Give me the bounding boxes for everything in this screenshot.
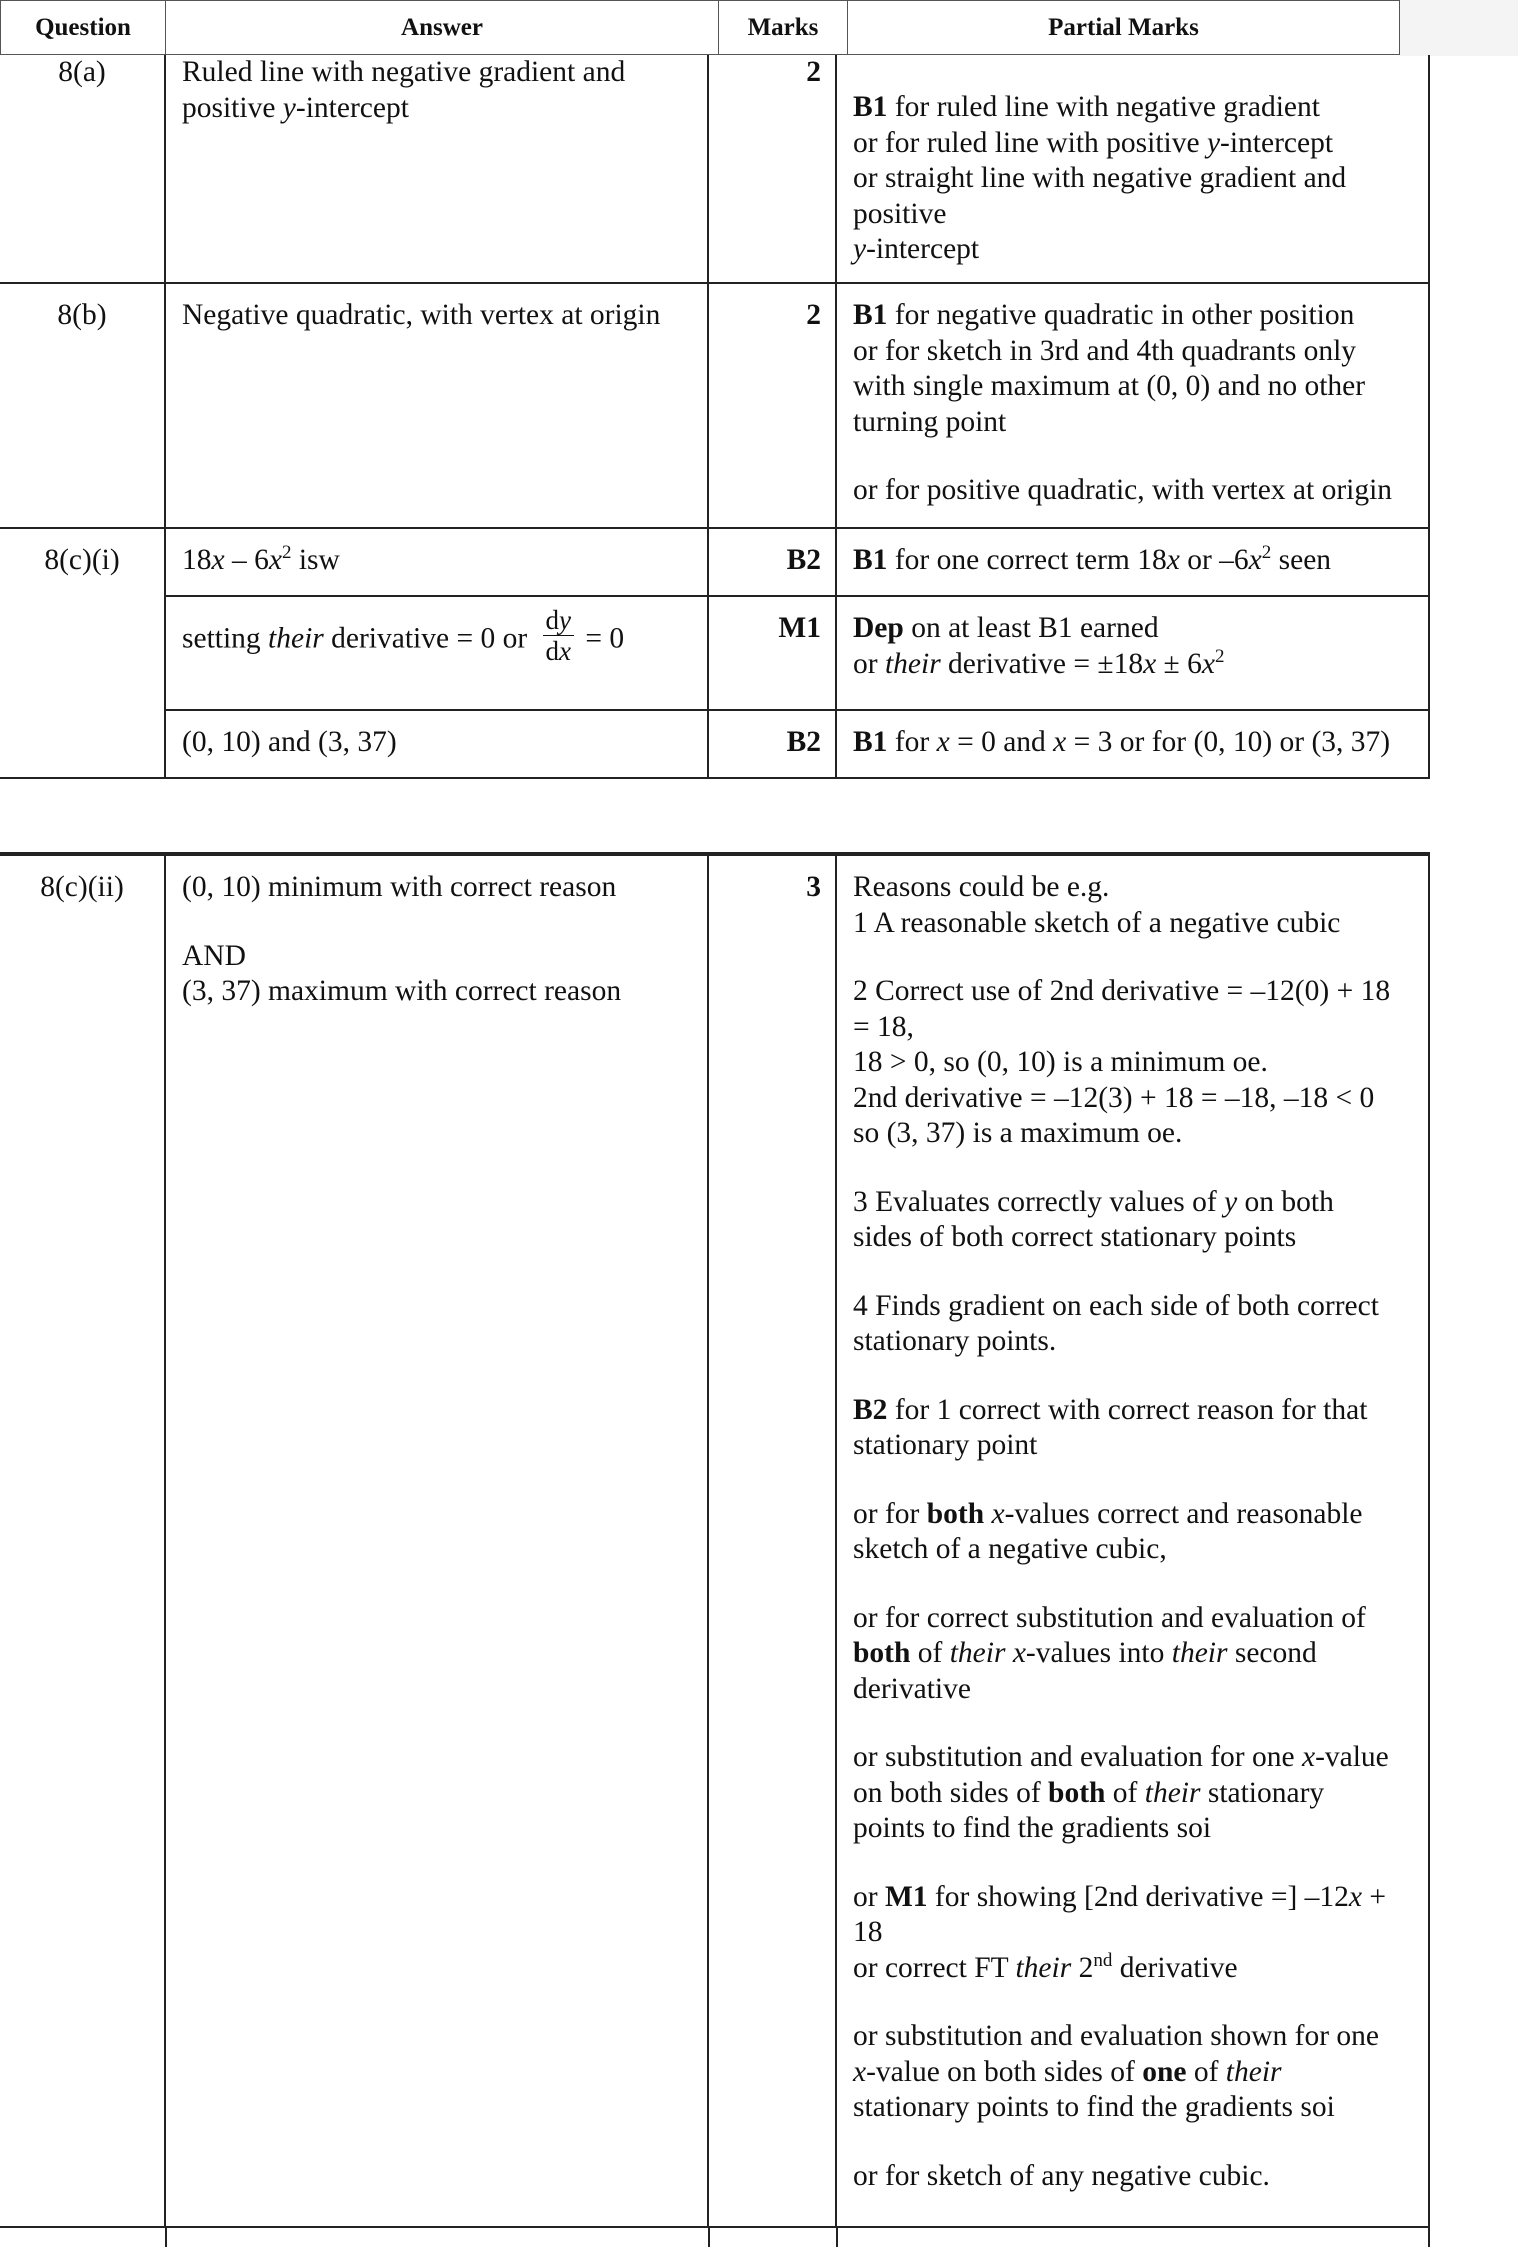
marking-table-part-1 — [0, 55, 1430, 779]
table-row-8cii — [0, 854, 1430, 2228]
marks-cell: 3 — [709, 856, 837, 2228]
stub-divider — [708, 2228, 710, 2247]
table-row-8a — [0, 55, 1430, 284]
question-cell: 8(c)(i) — [0, 529, 166, 777]
header-marks: Marks — [718, 0, 848, 55]
marks-cell: M1 — [709, 597, 837, 709]
partial-marks-cell: B1 for x = 0 and x = 3 or for (0, 10) or (3, 37) — [837, 711, 1430, 777]
marks-cell: 2 — [709, 284, 837, 527]
answer-cell: Ruled line with negative gradient and positive y-intercept — [166, 55, 709, 282]
partial-marks-cell: B1 for ruled line with negative gradient or for ruled line with positive y-intercept or straight line with negative gradient and positive y-intercept — [837, 55, 1430, 282]
dy-dx-fraction: $\frac{dy}{dx}$ — [543, 605, 574, 666]
partial-marks-cell: B1 for negative quadratic in other position or for sketch in 3rd and 4th quadrants only with single maximum at (0, 0) and no other turning point or for positive quadratic, with vertex at origin — [837, 284, 1430, 527]
next-row-stub — [0, 2226, 1430, 2247]
table-row-8b — [0, 284, 1430, 529]
partial-marks-cell: Dep on at least B1 earned or their derivative = $\pm 18x \pm 6x^2$ — [837, 597, 1430, 709]
marking-table-part-2 — [0, 852, 1430, 2228]
sub-row-derivative — [166, 529, 1430, 597]
stub-divider — [165, 2228, 167, 2247]
answer-cell: (0, 10) minimum with correct reason AND (3, 37) maximum with correct reason — [166, 856, 709, 2228]
answer-cell: Negative quadratic, with vertex at origin — [166, 284, 709, 527]
partial-marks-cell: Reasons could be e.g. 1 A reasonable sketch of a negative cubic 2 Correct use of 2nd derivative = –12(0) + 18 = 18, 18 > 0, so (0, 10) is a minimum oe. 2nd derivative = –12(3) + 18 = –18, –18 < 0 so (3, 37) is a maximum oe. 3 Evaluates correctly values of y on both sides of both correct stationary points 4 Finds gradient on each side of both correct stationary points. B2 for 1 correct with correct reason for that stationary point or for both x-values correct and reasonable sketch of a negative cubic, or for correct substitution and evaluation of both of their x-values into their second derivative or substitution and evaluation for one x-value on both sides of both of their stationary points to find the gradients soi or M1 for showing [2nd derivative =] –12x + 18 or correct FT their 2nd derivative or substitution and evaluation shown for one x-value on both sides of one of their stationary points to find the gradients soi or for sketch of any negative cubic. — [837, 856, 1430, 2228]
header-fade — [1400, 0, 1518, 56]
question-cell: 8(a) — [0, 55, 166, 282]
question-cell: 8(b) — [0, 284, 166, 527]
sub-rows — [166, 529, 1430, 777]
answer-cell: (0, 10) and (3, 37) — [166, 711, 709, 777]
stub-divider — [1428, 2228, 1430, 2247]
header-partial-marks: Partial Marks — [847, 0, 1400, 55]
header-answer: Answer — [165, 0, 719, 55]
answer-cell: setting their derivative = 0 or $\frac{dy}{dx}$ = 0 — [166, 597, 709, 709]
marks-cell: 2 — [709, 55, 837, 282]
table-row-8ci-group — [0, 529, 1430, 779]
question-cell: 8(c)(ii) — [0, 856, 166, 2228]
sub-row-coordinates — [166, 711, 1430, 777]
marks-cell: B2 — [709, 529, 837, 595]
header-question: Question — [0, 0, 166, 55]
stub-divider — [836, 2228, 838, 2247]
marks-cell: B2 — [709, 711, 837, 777]
partial-marks-cell: B1 for one correct term 18x or $-6x^2$ seen — [837, 529, 1430, 595]
answer-cell: $18x - 6x^2$ isw — [166, 529, 709, 595]
sub-row-setting-derivative — [166, 597, 1430, 711]
